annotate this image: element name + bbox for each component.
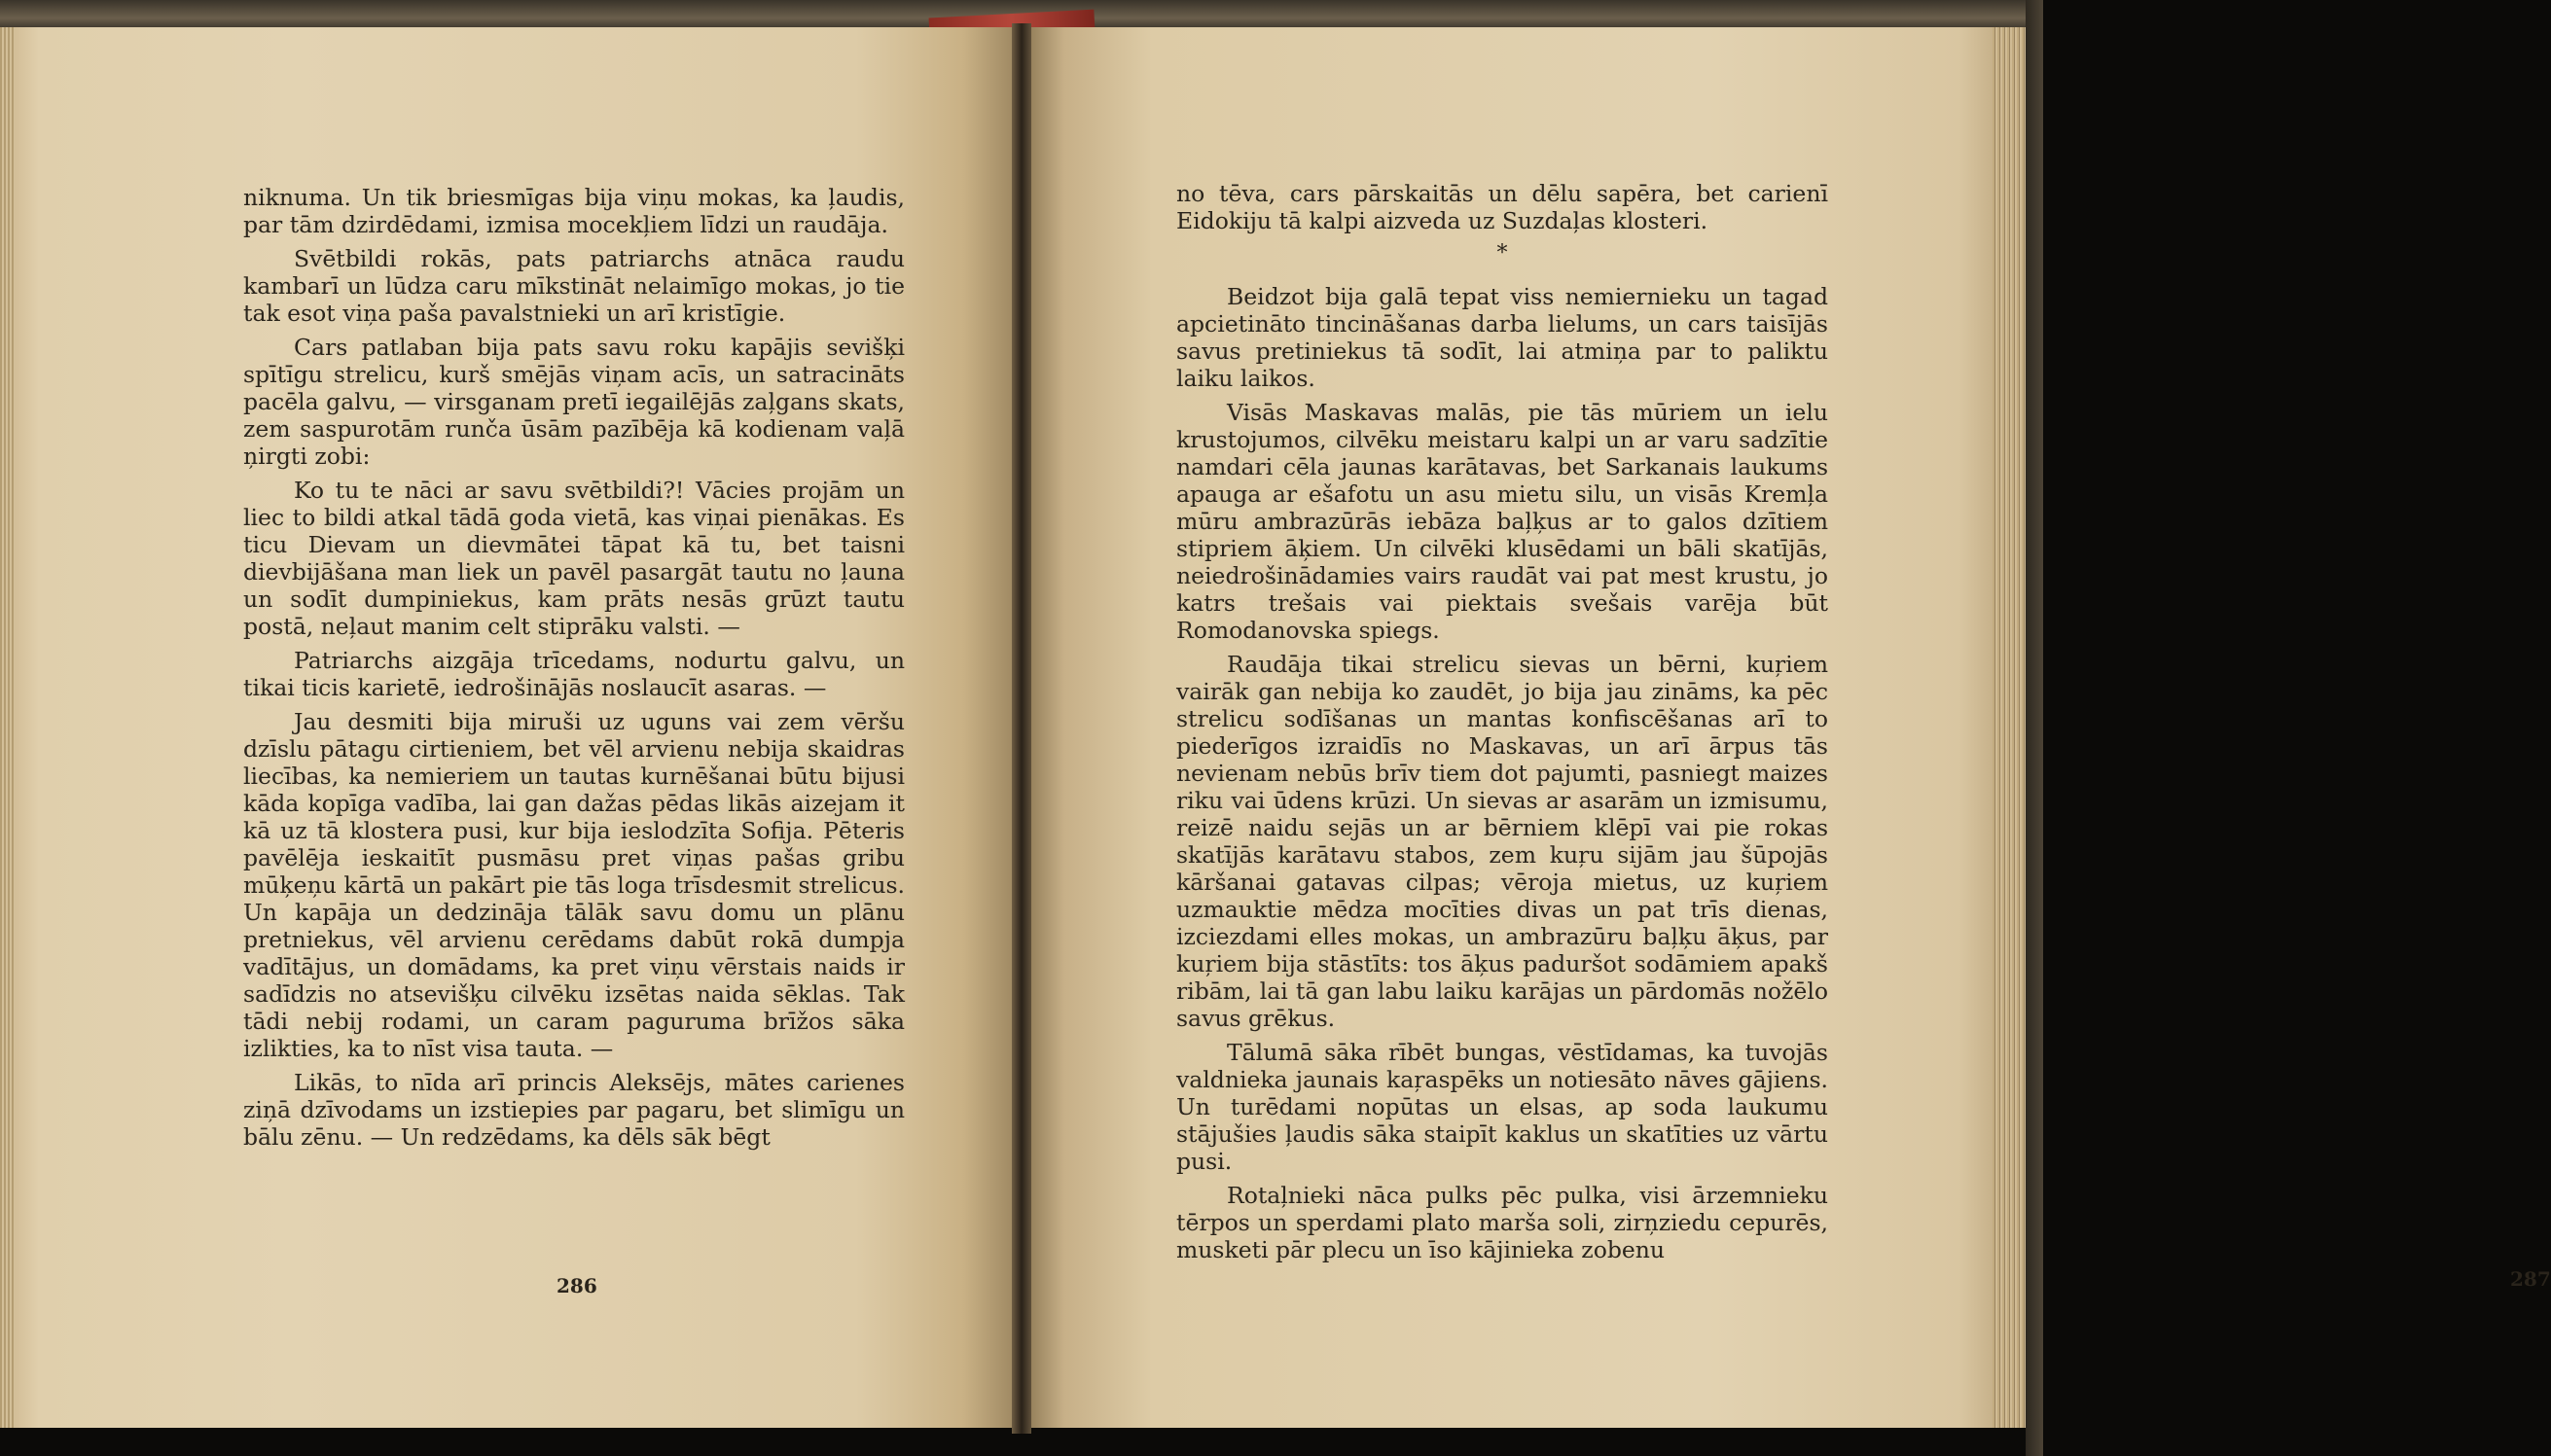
right-page [1025, 27, 2551, 1428]
paragraph: Beidzot bija galā tepat viss nemiernieku un tagad apcietināto tincināšanas darba lielums, un cars taisījās savus pretiniekus tā sodīt, lai atmiņa par to paliktu laiku laikos. [1176, 283, 1828, 392]
book-cover-right-edge [2026, 0, 2043, 1456]
section-separator: * [1496, 241, 1508, 266]
paragraph: niknuma. Un tik briesmīgas bija viņu mokas, ka ļaudis, par tām dzirdēdami, izmisa mocekļiem līdzi un raudāja. [243, 184, 905, 238]
right-page-text [1176, 180, 1828, 1270]
page-number-left: 286 [557, 1274, 597, 1297]
page-number-right: 287 [2510, 1267, 2551, 1291]
book-gutter [1012, 23, 1031, 1434]
paragraph: no tēva, cars pārskaitās un dēlu sapēra, bet carienī Eidokiju tā kalpi aizveda uz Suzdaļas klosteri. [1176, 180, 1828, 234]
right-page-edges [1993, 27, 2026, 1428]
paragraph: Visās Maskavas malās, pie tās mūriem un ielu krustojumos, cilvēku meistaru kalpi un ar varu sadzītie namdari cēla jaunas karātavas, bet Sarkanais laukums apauga ar ešafotu un asu mietu silu, un visās Kremļa mūru ambrazūrās iebāza baļķus ar to galos dzītiem stipriem āķiem. Un cilvēki klusēdami un bāli skatījās, neiedrošinādamies vairs raudāt vai pat mest krustu, jo katrs trešais vai piektais svešais varēja būt Romodanovska spiegs. [1176, 399, 1828, 644]
paragraph: Tālumā sāka rībēt bungas, vēstīdamas, ka tuvojās valdnieka jaunais kaŗaspēks un notiesāto nāves gājiens. Un turēdami nopūtas un elsas, ap soda laukumu stājušies ļaudis sāka staipīt kaklus un skatīties uz vārtu pusi. [1176, 1039, 1828, 1175]
paragraph: Rotaļnieki nāca pulks pēc pulka, visi ārzemnieku tērpos un sperdami plato marša soli, zirņziedu cepurēs, musketi pār plecu un īso kājinieka zobenu [1176, 1182, 1828, 1263]
paragraph: Ko tu te nāci ar savu svētbildi?! Vācies projām un liec to bildi atkal tādā goda vietā, kas viņai pienākas. Es ticu Dievam un dievmātei tāpat kā tu, bet taisni dievbijāšana man liek un pavēl pasargāt tautu no ļauna un sodīt dumpiniekus, kam prāts nesās grūzt tautu postā, neļaut manim celt stiprāku valsti. — [243, 477, 905, 640]
paragraph: Raudāja tikai strelicu sievas un bērni, kuŗiem vairāk gan nebija ko zaudēt, jo bija jau zināms, ka pēc strelicu sodīšanas un mantas konfiscēšanas arī to piederīgos izraidīs no Maskavas, un arī ārpus tās nevienam nebūs brīv tiem dot pajumti, pasniegt maizes riku vai ūdens krūzi. Un sievas ar asarām un izmisumu, reizē naidu sejās un ar bērniem klēpī vai pie rokas skatījās karātavu stabos, zem kuŗu sijām jau šūpojās kāršanai gatavas cilpas; vēroja mietus, uz kuŗiem uzmauktie mēdza mocīties divas un pat trīs dienas, izciezdami elles mokas, un ambrazūru baļķu āķus, par kuŗiem bija stāstīts: tos āķus paduršot sodāmiem apakš ribām, lai tā gan labu laiku karājas un pārdomās nožēlo savus grēkus. [1176, 651, 1828, 1032]
left-page-text [243, 184, 905, 1157]
paragraph: Cars patlaban bija pats savu roku kapājis sevišķi spītīgu strelicu, kurš smējās viņam acīs, un satracināts pacēla galvu, — virsganam pretī iegailējās zaļgans skats, zem saspurotām runča ūsām pazībēja kā kodienam vaļā ņirgti zobi: [243, 334, 905, 470]
left-page-edges [0, 27, 16, 1428]
left-page [0, 27, 1018, 1428]
paragraph: Patriarchs aizgāja trīcedams, nodurtu galvu, un tikai ticis karietē, iedrošinājās noslaucīt asaras. — [243, 647, 905, 701]
paragraph: Jau desmiti bija miruši uz uguns vai zem vēršu dzīslu pātagu cirtieniem, bet vēl arvienu nebija skaidras liecības, ka nemieriem un tautas kurnēšanai būtu bijusi kāda kopīga vadība, lai gan dažas pēdas likās aizejam it kā uz tā klostera pusi, kur bija ieslodzīta Sofija. Pēteris pavēlēja ieskaitīt pusmāsu pret viņas pašas gribu mūķeņu kārtā un pakārt pie tās loga trīsdesmit strelicus. Un kapāja un dedzināja tālāk savu domu un plānu pretniekus, vēl arvienu cerēdams dabūt rokā dumpja vadītājus, un domādams, ka pret viņu vērstais naids ir sadīdzis no atsevišķu cilvēku izsētas naida sēklas. Tak tādi nebij rodami, un caram paguruma brīžos sāka izlikties, ka to nīst visa tauta. — [243, 708, 905, 1062]
paragraph: Likās, to nīda arī princis Aleksējs, mātes carienes ziņā dzīvodams un izstiepies par pagaru, bet slimīgu un bālu zēnu. — Un redzēdams, ka dēls sāk bēgt [243, 1069, 905, 1151]
paragraph: Svētbildi rokās, pats patriarchs atnāca raudu kambarī un lūdza caru mīkstināt nelaimīgo mokas, jo tie tak esot viņa paša pavalstnieki un arī kristīgie. [243, 245, 905, 327]
